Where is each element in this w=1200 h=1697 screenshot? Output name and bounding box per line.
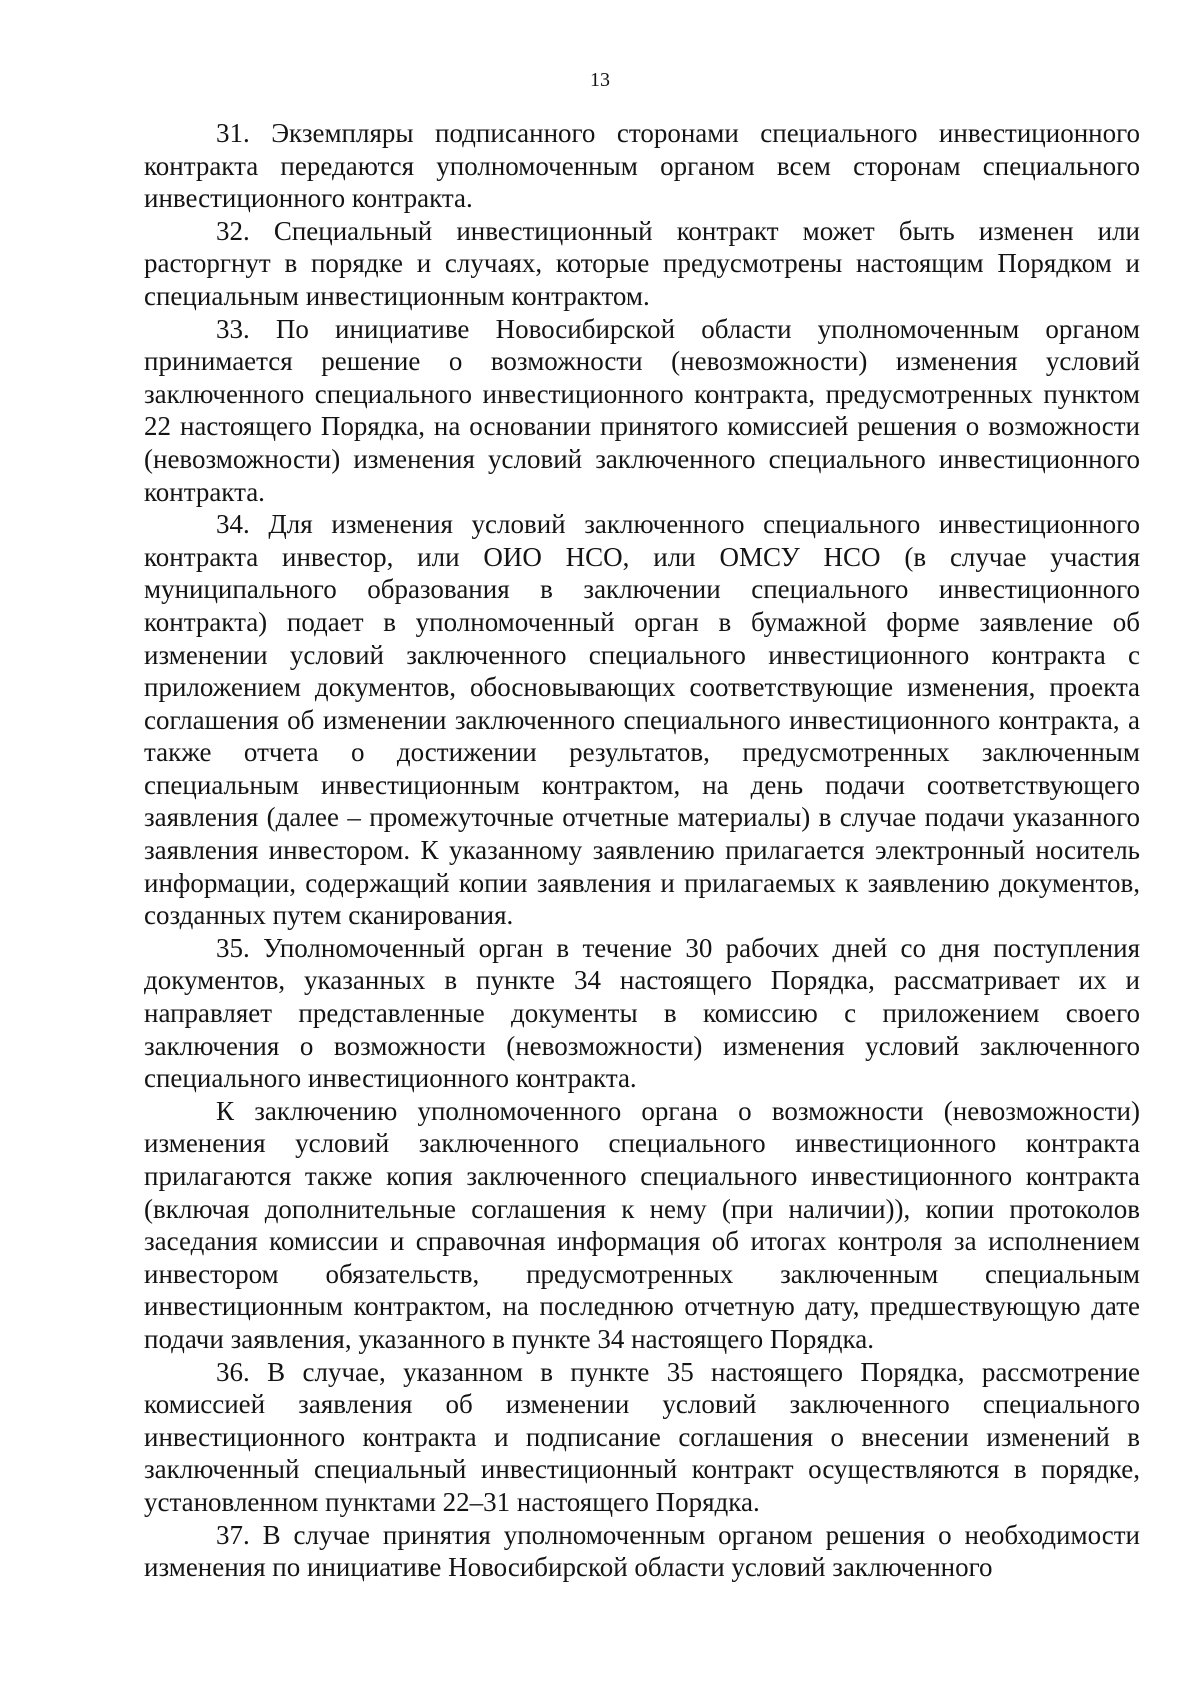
paragraph-31: 31. Экземпляры подписанного сторонами специального инвестиционного контракта передаются уполномоченным органом всем сторонам специального инвестиционного контракта. [144, 118, 1140, 214]
paragraph-35: 35. Уполномоченный орган в течение 30 рабочих дней со дня поступления документов, указанных в пункте 34 настоящего Порядка, рассматривает их и направляет представленные документы в комиссию с приложением своего заключения о возможности (невозможности) изменения условий заключенного специального инвестиционного контракта. [144, 932, 1140, 1094]
paragraph-35-continuation: К заключению уполномоченного органа о возможности (невозможности) изменения условий заключенного специального инвестиционного контракта прилагаются также копия заключенного специального инвестиционного контракта (включая дополнительные соглашения к нему (при наличии)), копии протоколов заседания комиссии и справочная информация об итогах контроля за исполнением инвестором обязательств, предусмотренных заключенным специальным инвестиционным контрактом, на последнюю отчетную дату, предшествующую дате подачи заявления, указанного в пункте 34 настоящего Порядка. [144, 1095, 1140, 1354]
paragraph-32: 32. Специальный инвестиционный контракт может быть изменен или расторгнут в порядке и случаях, которые предусмотрены настоящим Порядком и специальным инвестиционным контрактом. [144, 215, 1140, 311]
paragraph-36: 36. В случае, указанном в пункте 35 настоящего Порядка, рассмотрение комиссией заявления об изменении условий заключенного специального инвестиционного контракта и подписание соглашения о внесении изменений в заключенный специальный инвестиционный контракт осуществляются в порядке, установленном пунктами 22–31 настоящего Порядка. [144, 1356, 1140, 1517]
document-body [144, 117, 1140, 1584]
paragraph-33: 33. По инициативе Новосибирской области уполномоченным органом принимается решение о возможности (невозможности) изменения условий заключенного специального инвестиционного контракта, предусмотренных пунктом 22 настоящего Порядка, на основании принятого комиссией решения о возможности (невозможности) изменения условий заключенного специального инвестиционного контракта. [144, 313, 1140, 507]
page-number: 13 [590, 69, 610, 91]
paragraph-37: 37. В случае принятия уполномоченным органом решения о необходимости изменения по инициативе Новосибирской области условий заключенного [144, 1519, 1140, 1583]
paragraph-34: 34. Для изменения условий заключенного специального инвестиционного контракта инвестор, или ОИО НСО, или ОМСУ НСО (в случае участия муниципального образования в заключении специального инвестиционного контракта) подает в уполномоченный орган в бумажной форме заявление об изменении условий заключенного специального инвестиционного контракта с приложением документов, обосновывающих соответствующие изменения, проекта соглашения об изменении заключенного специального инвестиционного контракта, а также отчета о достижении результатов, предусмотренных заключенным специальным инвестиционным контрактом, на день подачи соответствующего заявления (далее – промежуточные отчетные материалы) в случае подачи указанного заявления инвестором. К указанному заявлению прилагается электронный носитель информации, содержащий копии заявления и прилагаемых к заявлению документов, созданных путем сканирования. [144, 509, 1140, 931]
